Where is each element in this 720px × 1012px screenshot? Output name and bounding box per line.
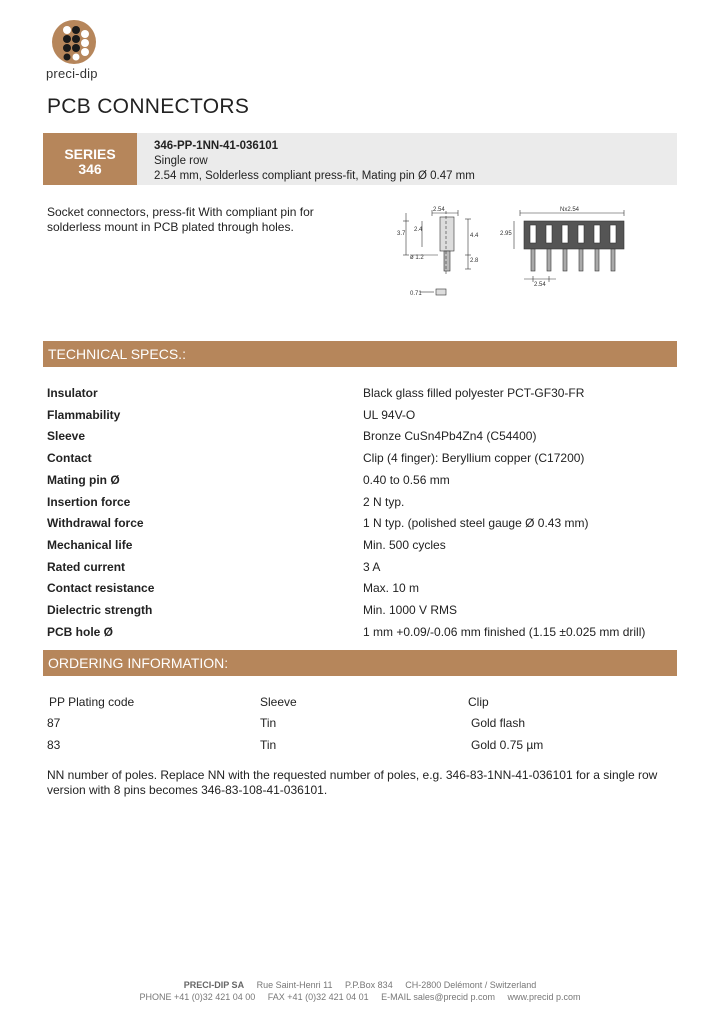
ordering-row2-sleeve: Tin [260,738,277,752]
dim-2-4: 2.4 [414,227,423,233]
tech-specs-header [43,341,677,367]
series-description: 2.54 mm, Solderless compliant press-fit, Mating pin Ø 0.47 mm [154,170,475,182]
ordering-row2-code: 83 [47,738,61,752]
footer-pobox: P.P.Box 834 [344,980,393,990]
page-title: PCB CONNECTORS [47,95,250,118]
footer-contact [0,992,720,1002]
spec-value-rated-current: 3 A [363,560,381,574]
spec-value-contact-resistance: Max. 10 m [363,581,420,595]
dim-2-8: 2.8 [470,258,479,264]
spec-label-dielectric-strength: Dielectric strength [47,603,153,617]
ordering-row1-clip: Gold flash [471,716,526,730]
spec-label-sleeve: Sleeve [47,429,86,443]
row-type: Single row [154,155,208,167]
spec-value-dielectric-strength: Min. 1000 V RMS [363,603,458,617]
ordering-title: ORDERING INFORMATION: [48,655,229,671]
footer-phone: PHONE +41 (0)32 421 04 00 [139,992,256,1002]
footer-city: CH-2800 Delémont / Switzerland [405,980,537,990]
spec-label-flammability: Flammability [47,408,121,422]
spec-label-withdrawal-force: Withdrawal force [47,516,144,530]
ordering-header [43,650,677,676]
footer-company: PRECI-DIP SA [183,980,245,990]
spec-value-contact: Clip (4 finger): Beryllium copper (C17200) [363,451,585,465]
spec-value-flammability: UL 94V-O [363,408,416,422]
dim-0-71: 0.71 [410,291,422,297]
dim-4-4: 4.4 [470,233,479,239]
spec-label-insertion-force: Insertion force [47,495,131,509]
series-badge [43,133,137,185]
dim-pitch-front: 2.54 [534,282,546,288]
spec-label-mechanical-life: Mechanical life [47,538,133,552]
footer-street: Rue Saint-Henri 11 [256,980,333,990]
spec-label-contact-resistance: Contact resistance [47,581,155,595]
spec-label-rated-current: Rated current [47,560,126,574]
ordering-col-plating: PP Plating code [49,695,135,709]
dim-3-7: 3.7 [397,231,406,237]
footer-address [0,980,720,990]
logo-text: preci-dip [46,66,98,81]
technical-drawing [388,205,638,305]
spec-value-mechanical-life: Min. 500 cycles [363,538,446,552]
intro-text: Socket connectors, press-fit With compliant pin for solderless mount in PCB plated through holes. [47,205,314,234]
footer-web[interactable]: www.precid p.com [507,992,581,1002]
footer-email[interactable]: E-MAIL sales@precid p.com [381,992,495,1002]
tech-specs-title: TECHNICAL SPECS.: [48,346,186,362]
footer-fax: FAX +41 (0)32 421 04 01 [267,992,369,1002]
precidip-logo [52,20,96,64]
ordering-col-clip: Clip [468,695,489,709]
spec-value-withdrawal-force: 1 N typ. (polished steel gauge Ø 0.43 mm) [363,516,589,530]
ordering-note: NN number of poles. Replace NN with the requested number of poles, e.g. 346-83-1NN-41-036101 for a single row version with 8 pins becomes 346-83-108-41-036101. [47,768,658,797]
spec-value-mating-pin: 0.40 to 0.56 mm [363,473,450,487]
dim-nx-pitch: Nx2.54 [560,207,580,213]
ordering-row1-sleeve: Tin [260,716,277,730]
ordering-row1-code: 87 [47,716,61,730]
spec-label-pcb-hole: PCB hole Ø [47,625,114,639]
spec-label-insulator: Insulator [47,386,98,400]
ordering-col-sleeve: Sleeve [260,695,297,709]
ordering-row2-clip: Gold 0.75 µm [471,738,544,752]
dim-pitch-side: 2.54 [433,207,445,213]
spec-value-insertion-force: 2 N typ. [363,495,405,509]
spec-label-contact: Contact [47,451,92,465]
spec-value-sleeve: Bronze CuSn4Pb4Zn4 (C54400) [363,429,537,443]
series-number: 346 [78,161,102,177]
dim-2-95: 2.95 [500,231,512,237]
part-number: 346-PP-1NN-41-036101 [154,140,279,152]
spec-value-pcb-hole: 1 mm +0.09/-0.06 mm finished (1.15 ±0.025 mm drill) [363,625,646,639]
spec-label-mating-pin: Mating pin Ø [47,473,120,487]
series-label: SERIES [64,146,116,162]
spec-value-insulator: Black glass filled polyester PCT-GF30-FR [363,386,585,400]
dim-dia-1-2: ø 1.2 [410,255,424,261]
